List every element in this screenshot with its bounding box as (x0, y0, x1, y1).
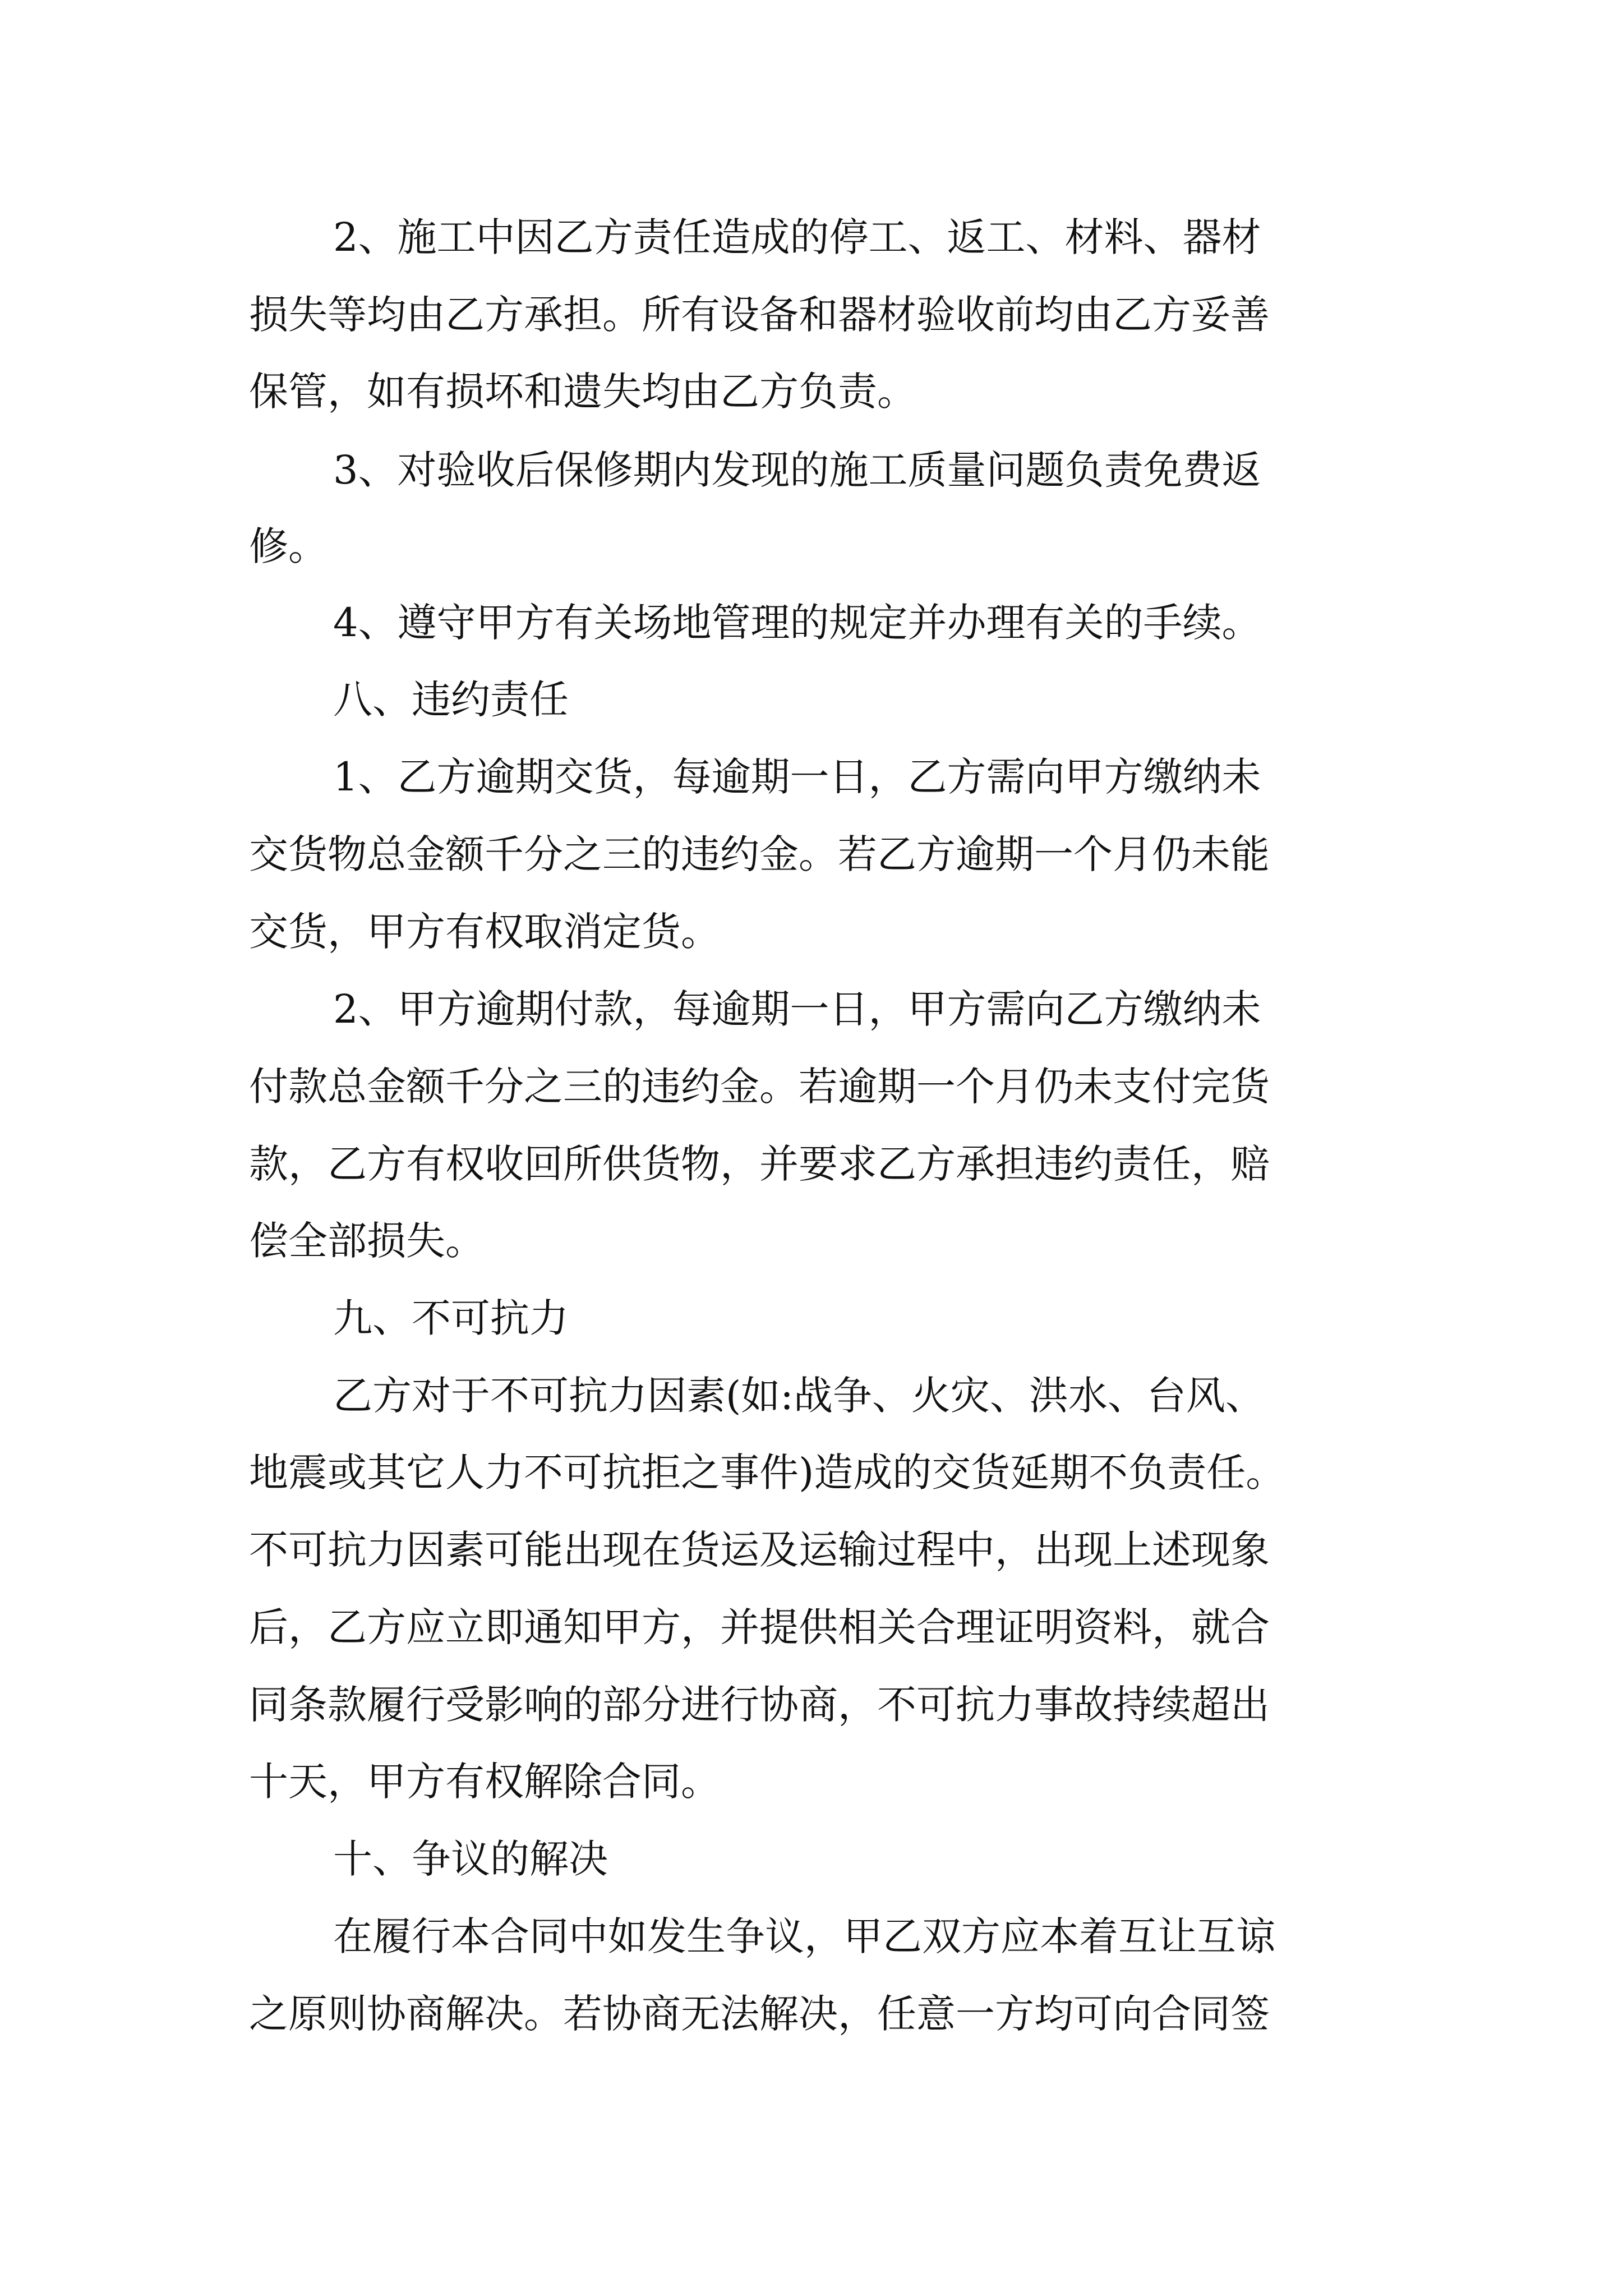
paragraph-8-line-6: 十天，甲方有权解除合同。 (249, 1759, 720, 1805)
paragraph-2-line-1: 3、对验收后保修期内发现的施工质量问题负责免费返 (333, 447, 1261, 493)
paragraph-6-line-4: 偿全部损失。 (249, 1218, 485, 1264)
paragraph-8-line-5: 同条款履行受影响的部分进行协商，不可抗力事故持续超出 (249, 1682, 1270, 1728)
paragraph-10-line-1: 在履行本合同中如发生争议，甲乙双方应本着互让互谅 (333, 1913, 1275, 1959)
paragraph-1-line-1: 2、施工中因乙方责任造成的停工、返工、材料、器材 (333, 214, 1261, 260)
paragraph-8-line-4: 后，乙方应立即通知甲方，并提供相关合理证明资料，就合 (249, 1604, 1270, 1650)
paragraph-5-line-3: 交货，甲方有权取消定货。 (249, 909, 720, 955)
section-heading-dispute: 十、争议的解决 (333, 1836, 608, 1882)
paragraph-5-line-1: 1、乙方逾期交货，每逾期一日，乙方需向甲方缴纳未 (333, 754, 1261, 800)
paragraph-2-line-2: 修。 (249, 523, 328, 569)
paragraph-8-line-1: 乙方对于不可抗力因素(如:战争、火灾、洪水、台风、 (333, 1373, 1265, 1419)
section-heading-breach: 八、违约责任 (333, 677, 569, 723)
paragraph-6-line-1: 2、甲方逾期付款，每逾期一日，甲方需向乙方缴纳未 (333, 986, 1261, 1032)
paragraph-8-line-3: 不可抗力因素可能出现在货运及运输过程中，出现上述现象 (249, 1527, 1270, 1573)
paragraph-10-line-2: 之原则协商解决。若协商无法解决，任意一方均可向合同签 (249, 1991, 1270, 2037)
paragraph-8-line-2: 地震或其它人力不可抗拒之事件)造成的交货延期不负责任。 (249, 1450, 1285, 1496)
section-heading-force-majeure: 九、不可抗力 (333, 1295, 569, 1341)
paragraph-6-line-3: 款，乙方有权收回所供货物，并要求乙方承担违约责任，赔 (249, 1141, 1270, 1187)
paragraph-5-line-2: 交货物总金额千分之三的违约金。若乙方逾期一个月仍未能 (249, 831, 1270, 877)
paragraph-1-line-2: 损失等均由乙方承担。所有设备和器材验收前均由乙方妥善 (249, 292, 1270, 338)
paragraph-6-line-2: 付款总金额千分之三的违约金。若逾期一个月仍未支付完货 (249, 1064, 1270, 1110)
paragraph-3-line-1: 4、遵守甲方有关场地管理的规定并办理有关的手续。 (333, 600, 1261, 646)
paragraph-1-line-3: 保管，如有损坏和遗失均由乙方负责。 (249, 369, 916, 415)
